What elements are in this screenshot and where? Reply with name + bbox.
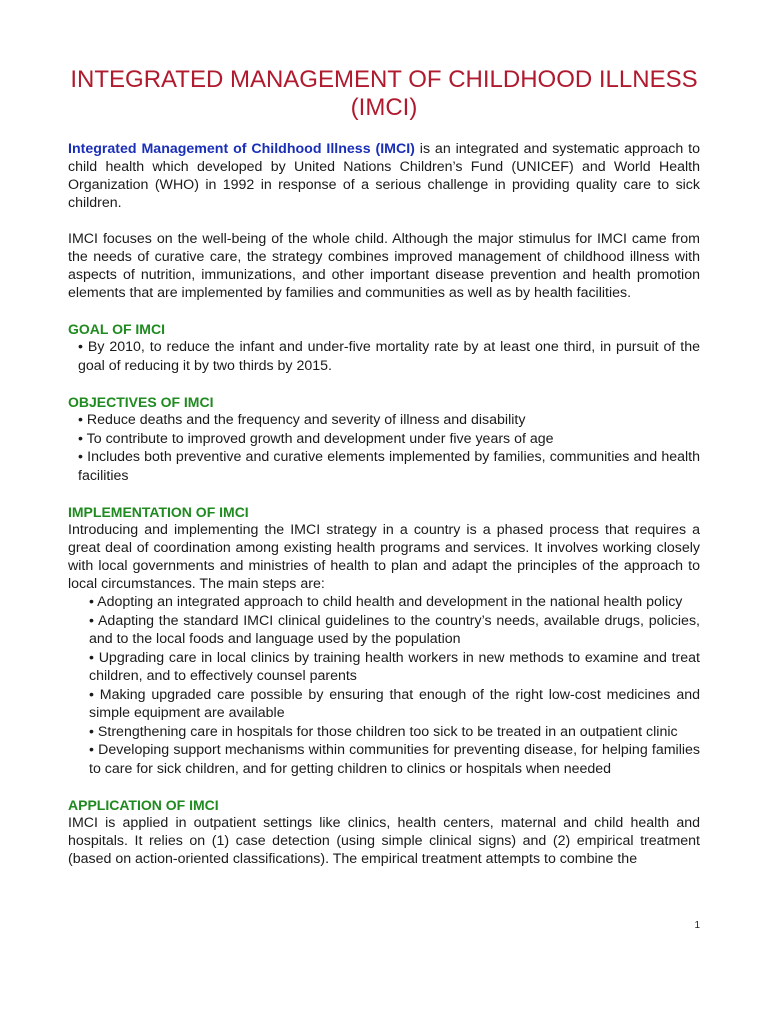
bullet-icon: •: [89, 742, 94, 758]
list-item-text: To contribute to improved growth and development under five years of age: [86, 430, 554, 447]
list-item-text: Includes both preventive and curative elements implemented by families, communities and health facilities: [78, 449, 700, 484]
implementation-paragraph: Introducing and implementing the IMCI strategy in a country is a phased process that requires a great deal of coordination among existing health programs and services. It involves working closely with local governments and ministries of health to plan and adapt the principles of the approach to local circumstances. The main steps are:: [68, 522, 700, 592]
list-item: [78, 411, 700, 430]
document-body: [68, 140, 700, 868]
list-item-text: Making upgraded care possible by ensuring that enough of the right low-cost medicines and simple equipment are available: [89, 686, 700, 721]
list-item: [78, 448, 700, 485]
list-item: [89, 612, 700, 649]
list-item-text: Developing support mechanisms within communities for preventing disease, for helping families to care for sick children, and for getting children to clinics or hospitals when needed: [89, 742, 700, 777]
list-item-text: By 2010, to reduce the infant and under-five mortality rate by at least one third, in pursuit of the goal of reducing it by two thirds by 2015.: [78, 339, 700, 374]
page-number: 1: [694, 920, 700, 931]
bullet-icon: •: [89, 723, 94, 740]
intro-text: is an integrated and systematic approach to child health which developed by United Nations Children’s Fund (UNICEF) and World Health Organization (WHO) in 1992 in response of a serious challenge in providing quality care to sick children.: [68, 141, 700, 211]
objectives-section: [68, 393, 700, 485]
list-item: [78, 430, 700, 449]
bullet-icon: •: [89, 686, 94, 703]
bullet-icon: •: [78, 449, 83, 465]
list-item: [89, 686, 700, 723]
application-heading: APPLICATION OF IMCI: [68, 797, 219, 813]
list-item: [89, 741, 700, 778]
bullet-icon: •: [78, 430, 83, 447]
goal-section: [68, 320, 700, 375]
bullet-icon: •: [89, 649, 94, 666]
list-item-text: Adapting the standard IMCI clinical guidelines to the country’s needs, available drugs, policies, and to the local foods and language used by the population: [89, 612, 700, 647]
goal-heading: GOAL OF IMCI: [68, 321, 165, 337]
list-item: [89, 593, 700, 612]
application-paragraph: IMCI is applied in outpatient settings like clinics, health centers, maternal and child health and hospitals. It relies on (1) case detection (using simple clinical signs) and (2) empirical treatment (based on action-oriented classifications). The empirical treatment attempts to combine the: [68, 815, 700, 867]
intro-paragraph: [68, 140, 700, 212]
implementation-section: [68, 503, 700, 778]
list-item-text: Reduce deaths and the frequency and severity of illness and disability: [86, 412, 526, 428]
implementation-steps-list: [68, 593, 700, 778]
bullet-icon: •: [78, 339, 83, 355]
focus-paragraph: IMCI focuses on the well-being of the whole child. Although the major stimulus for IMCI came from the needs of curative care, the strategy combines improved management of childhood illness with aspects of nutrition, immunizations, and other important disease prevention and health promotion elements that are implemented by families and communities as well as by health facilities.: [68, 231, 700, 301]
objectives-heading: OBJECTIVES OF IMCI: [68, 394, 214, 410]
list-item-text: Upgrading care in local clinics by training health workers in new methods to examine and treat children, and to effectively counsel parents: [89, 649, 700, 684]
goal-list: [68, 338, 700, 375]
application-section: [68, 796, 700, 868]
bullet-icon: •: [89, 612, 94, 629]
list-item: [89, 723, 700, 742]
implementation-heading: IMPLEMENTATION OF IMCI: [68, 504, 249, 520]
list-item: [78, 338, 700, 375]
objectives-list: [68, 411, 700, 485]
intro-lead-term: Integrated Management of Childhood Illness (IMCI): [68, 141, 415, 157]
list-item: [89, 649, 700, 686]
list-item-text: Adopting an integrated approach to child health and development in the national health policy: [97, 594, 683, 610]
list-item-text: Strengthening care in hospitals for those children too sick to be treated in an outpatient clinic: [97, 723, 678, 740]
document-title: INTEGRATED MANAGEMENT OF CHILDHOOD ILLNESS (IMCI): [70, 66, 698, 121]
bullet-icon: •: [78, 412, 83, 428]
bullet-icon: •: [89, 594, 94, 610]
